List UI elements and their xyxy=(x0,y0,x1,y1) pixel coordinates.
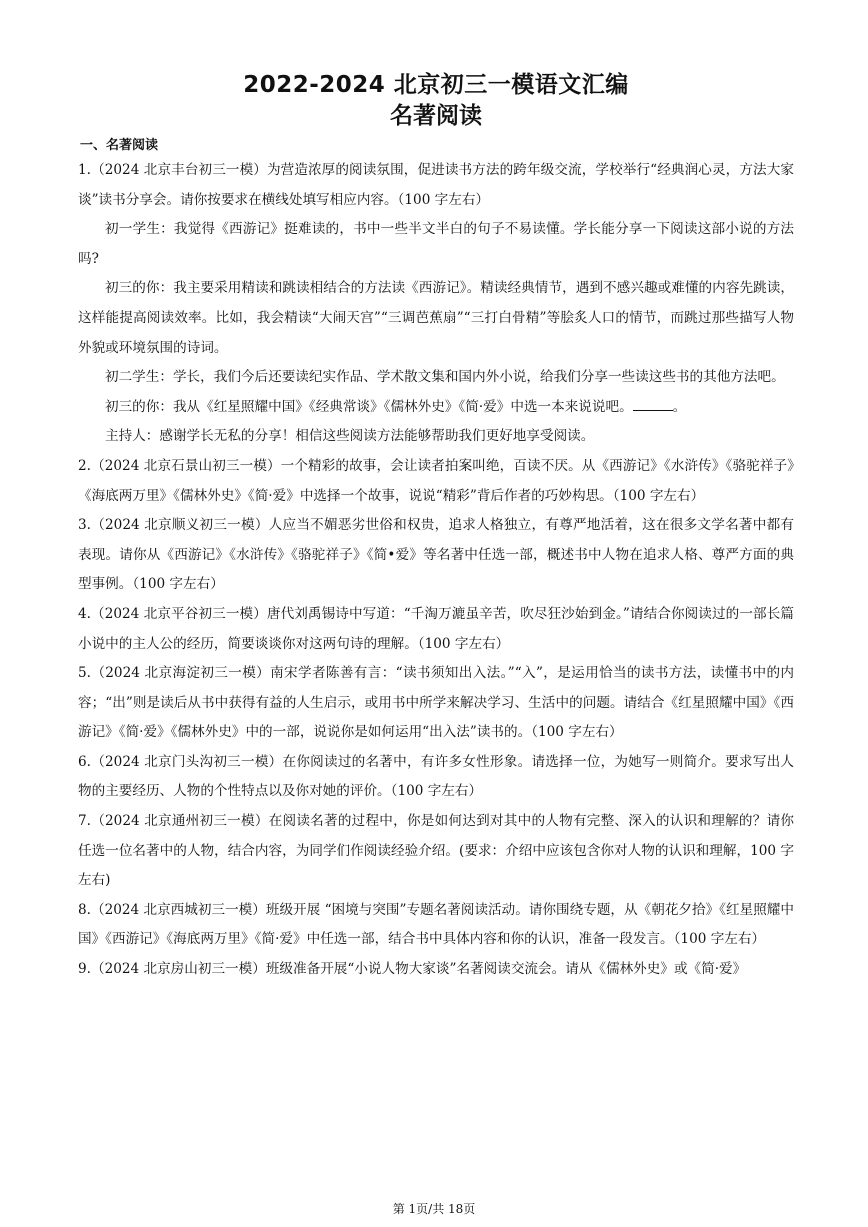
question-3: 3.（2024 北京顺义初三一模）人应当不媚恶劣世俗和权贵，追求人格独立，有尊严地活着，这在很多文学名著中都有表现。请你从《西游记》《水浒传》《骆驼祥子》《简•爱》等名著中任选一部，概述书中人物在追求人格、尊严方面的典型事例。（100 字左右） xyxy=(78,517,794,593)
document-subtitle: 名著阅读 xyxy=(390,103,482,129)
dialogue-line-4-text: 初三的你：我从《红星照耀中国》《经典常谈》《儒林外史》《简·爱》中选一本来说说吧。 xyxy=(105,398,633,415)
question-1-intro: 1.（2024 北京丰台初三一模）为营造浓厚的阅读氛围，促进读书方法的跨年级交流，学校举行“经典润心灵，方法大家谈”读书分享会。请你按要求在横线处填写相应内容。（100 字左右） xyxy=(78,162,794,208)
dialogue-line-2: 初三的你：我主要采用精读和跳读相结合的方法读《西游记》。精读经典情节，遇到不感兴趣或难懂的内容先跳读，这样能提高阅读效率。比如，我会精读“大闹天宫”“三调芭蕉扇”“三打白骨精”等脍炙人口的情节，而跳过那些描写人物外貌或环境氛围的诗词。 xyxy=(78,280,794,356)
dialogue-line-4 xyxy=(78,393,794,423)
dialogue-line-4-end: 。 xyxy=(672,398,687,415)
section-heading: 一、名著阅读 xyxy=(80,138,159,153)
dialogue-line-3: 初二学生：学长，我们今后还要读纪实作品、学术散文集和国内外小说，给我们分享一些读这些书的其他方法吧。 xyxy=(105,369,785,386)
question-8: 8.（2024 北京西城初三一模）班级开展 “困境与突围”专题名著阅读活动。请你围绕专题，从《朝花夕拾》《红星照耀中国》《西游记》《海底两万里》《简·爱》中任选一部，结合书中具体内容和你的认识，准备一段发言。（100 字左右） xyxy=(78,901,794,948)
question-2: 2.（2024 北京石景山初三一模）一个精彩的故事，会让读者拍案叫绝，百读不厌。从《西游记》《水浒传》《骆驼祥子》《海底两万里》《儒林外史》《简·爱》中选择一个故事，说说“精彩”背后作者的巧妙构思。（100 字左右） xyxy=(78,457,794,504)
document-page xyxy=(78,70,794,985)
question-4: 4.（2024 北京平谷初三一模）唐代刘禹锡诗中写道：“千淘万漉虽辛苦，吹尽狂沙始到金。”请结合你阅读过的一部长篇小说中的主人公的经历，简要谈谈你对这两句诗的理解。（100 字左右） xyxy=(78,605,794,652)
dialogue-line-1: 初一学生：我觉得《西游记》挺难读的，书中一些半文半白的句子不易读懂。学长能分享一下阅读这部小说的方法吗? xyxy=(78,221,794,267)
question-7: 7.（2024 北京通州初三一模）在阅读名著的过程中，你是如何达到对其中的人物有完整、深入的认识和理解的？请你任选一位名著中的人物，结合内容，为同学们作阅读经验介绍。(要求：介绍中应该包含你对人物的认识和理解，100 字左右) xyxy=(78,813,794,889)
page-footer: 第 1页/共 18页 xyxy=(392,1202,476,1216)
question-9: 9.（2024 北京房山初三一模）班级准备开展“小说人物大家谈”名著阅读交流会。请从《儒林外史》或《简·爱》 xyxy=(78,961,747,978)
dialogue-line-5: 主持人：感谢学长无私的分享！相信这些阅读方法能够帮助我们更好地享受阅读。 xyxy=(105,428,595,445)
document-title: 2022-2024 北京初三一模语文汇编 xyxy=(243,72,629,98)
question-6: 6.（2024 北京门头沟初三一模）在你阅读过的名著中，有许多女性形象。请选择一位，为她写一则简介。要求写出人物的主要经历、人物的个性特点以及你对她的评价。（100 字左右） xyxy=(78,753,794,800)
answer-blank xyxy=(633,396,673,411)
question-5: 5.（2024 北京海淀初三一模）南宋学者陈善有言：“读书须知出入法。”“入”，是运用恰当的读书方法，读懂书中的内容；“出”则是读后从书中获得有益的人生启示，或用书中所学来解决学习、生活中的问题。请结合《红星照耀中国》《西游记》《简·爱》《儒林外史》中的一部，说说你是如何运用“出入法”读书的。（100 字左右） xyxy=(78,665,794,741)
